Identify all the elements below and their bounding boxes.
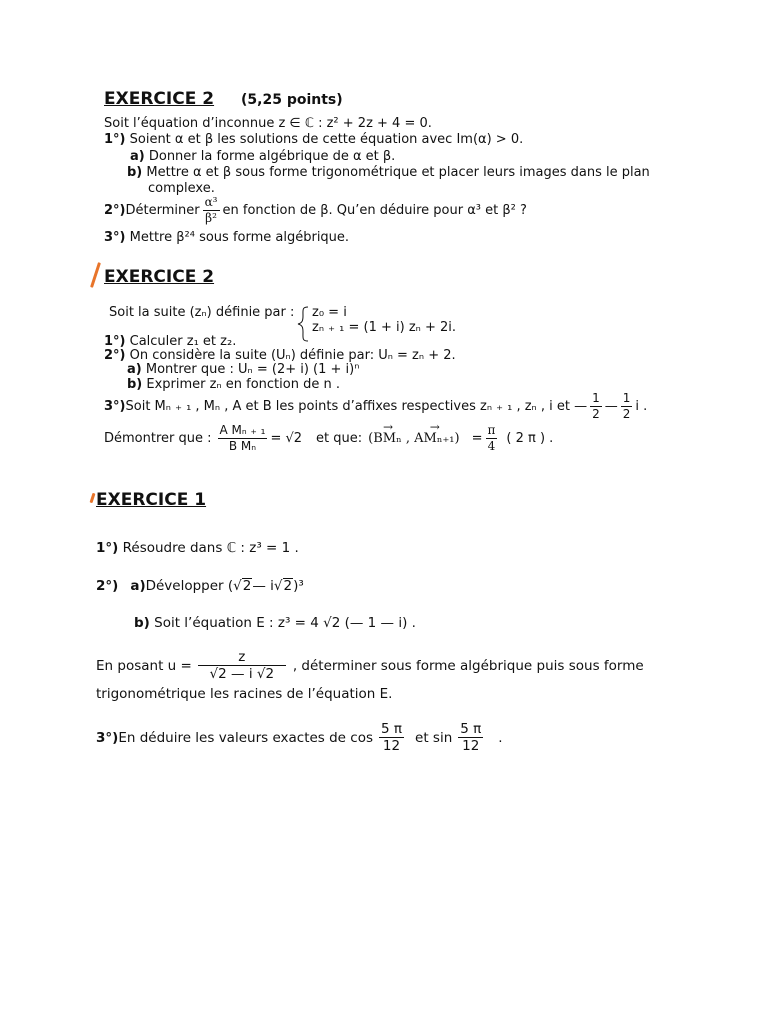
exercise-b-q3 — [104, 392, 647, 420]
exercise-b-q2 — [104, 348, 456, 363]
exercise-a-q1a — [130, 149, 395, 164]
brace-icon — [296, 306, 310, 342]
exercise-a-q1b-cont: complexe. — [148, 181, 215, 196]
fraction-denominator: 2 — [622, 406, 631, 421]
equals-sign: = — [471, 430, 483, 446]
and-que: et que: — [316, 430, 363, 446]
exercise-c-q1 — [96, 540, 299, 556]
q-text: Calculer z₁ et z₂. — [125, 334, 237, 349]
fraction-numerator: π — [487, 423, 496, 437]
angle-expression — [368, 431, 459, 446]
q-label: 3°) — [104, 230, 126, 245]
q-text: Donner la forme algébrique de α et β. — [144, 149, 396, 164]
fraction-denominator: 4 — [487, 438, 496, 453]
imaginary-unit: i . — [635, 398, 648, 414]
fraction-numerator: z — [198, 650, 286, 666]
system-line-1: z₀ = i — [312, 305, 347, 320]
sequence-intro: Soit la suite (zₙ) définie par : — [109, 305, 295, 320]
q-text: Déterminer — [125, 202, 200, 218]
fraction-one-half-2 — [621, 392, 633, 420]
fraction-pi-over-4 — [486, 424, 498, 452]
fraction-denominator: √2 — i √2 — [209, 666, 275, 683]
exercise-a-title: EXERCICE 2 — [104, 89, 215, 109]
q-text-mid: et sin — [415, 729, 453, 746]
exercise-a-statement: Soit l’équation d’inconnue z ∈ ℂ : z² + 2z + 4 = 0. — [104, 116, 432, 131]
fraction-5pi-12-cos — [379, 722, 404, 753]
fraction-denominator: 2 — [592, 406, 600, 421]
exercise-a-q1b — [127, 165, 650, 180]
q-text-end: en fonction de β. Qu’en déduire pour α³ et β² ? — [222, 202, 527, 218]
sub-label: En posant u = — [96, 657, 192, 674]
q-label: 2°) — [104, 202, 126, 218]
minus-sign: — — [604, 398, 618, 414]
q-text-end: )³ — [293, 578, 304, 594]
q-text-mid: — i — [252, 578, 274, 594]
vector-bm: → BMₙ — [373, 431, 402, 446]
orange-correction-mark — [90, 262, 101, 288]
fraction-denominator: 12 — [462, 738, 480, 755]
paren-open: ( — [368, 430, 374, 446]
exercise-b-title: EXERCICE 2 — [104, 267, 215, 287]
modulo: ( 2 π ) . — [506, 430, 554, 446]
exercise-a-q3 — [104, 230, 349, 245]
q-label: 1°) — [96, 540, 119, 556]
q-text: Soit Mₙ ₊ ₁ , Mₙ , A et B les points d’affixes respectives zₙ ₊ ₁ , zₙ , i et — — [125, 398, 588, 414]
exercise-c-q3 — [96, 722, 503, 753]
q-text-end: . — [498, 729, 503, 746]
sub-text: , déterminer sous forme algébrique puis sous forme — [292, 657, 644, 674]
exercise-c-q2b — [134, 615, 416, 631]
system-line-2: zₙ ₊ ₁ = (1 + i) zₙ + 2i. — [312, 320, 456, 335]
q-text: Montrer que : Uₙ = (2+ i) (1 + i)ⁿ — [141, 362, 360, 377]
q-label: 3°) — [96, 729, 119, 746]
sqrt-2: √ 2 — [233, 578, 252, 595]
paren-close: ) — [454, 430, 460, 446]
demo-label: Démontrer que : — [104, 430, 212, 446]
q-label: b) — [127, 165, 143, 180]
fraction-denominator: B Mₙ — [228, 438, 257, 453]
exercise-c-substitution — [96, 650, 644, 681]
fraction-numerator: 1 — [592, 391, 600, 405]
radicand: 2 — [242, 578, 252, 595]
q-text: Soient α et β les solutions de cette équation avec Im(α) > 0. — [125, 132, 524, 147]
q-text: Exprimer zₙ en fonction de n . — [142, 377, 340, 392]
q-text: On considère la suite (Uₙ) définie par: Uₙ = zₙ + 2. — [125, 348, 456, 363]
vector-sep: , — [401, 430, 415, 446]
exercise-a-points: (5,25 points) — [241, 92, 343, 108]
q-label: 3°) — [104, 398, 126, 414]
q-text: Soit l’équation E : z³ = 4 √2 (— 1 — i) . — [149, 615, 416, 631]
q-label: 2°) — [104, 348, 126, 363]
vector-am: → AMₙ₊₁ — [414, 431, 454, 446]
fraction-denominator: 12 — [382, 738, 401, 755]
fraction-numerator: A Mₙ ₊ ₁ — [219, 423, 266, 437]
q-text: Mettre β²⁴ sous forme algébrique. — [125, 230, 350, 245]
fraction-denominator: β² — [205, 210, 217, 225]
fraction-alpha-beta — [203, 196, 220, 224]
orange-correction-mark-small — [90, 493, 96, 503]
exercise-b-q1 — [104, 334, 236, 349]
exercise-c-title: EXERCICE 1 — [96, 490, 207, 510]
fraction-ratio — [218, 424, 268, 452]
exercise-c-substitution-line2: trigonométrique les racines de l’équation E. — [96, 686, 393, 702]
exercise-b-q2b — [127, 377, 340, 392]
fraction-numerator: α³ — [204, 195, 218, 209]
q-text: Mettre α et β sous forme trigonométrique et placer leurs images dans le plan — [142, 165, 650, 180]
q-label: a) — [130, 149, 145, 164]
q-text: Développer ( — [145, 578, 234, 594]
q-sublabel: a) — [130, 578, 146, 594]
exercise-a-q1 — [104, 132, 523, 147]
fraction-5pi-12-sin — [458, 722, 483, 753]
fraction-one-half — [590, 392, 602, 420]
q-label: a) — [127, 362, 142, 377]
fraction-numerator: 5 π — [460, 721, 482, 737]
q-text: En déduire les valeurs exactes de cos — [118, 729, 373, 746]
q-label: 1°) — [104, 334, 126, 349]
q-text: Résoudre dans ℂ : z³ = 1 . — [118, 540, 299, 556]
q-label: b) — [134, 615, 150, 631]
fraction-numerator: 1 — [622, 391, 631, 405]
radicand: 2 — [283, 578, 293, 595]
fraction-numerator: 5 π — [381, 721, 403, 737]
exercise-b-q2a — [127, 362, 359, 377]
exercise-b-demonstrate — [104, 424, 553, 452]
fraction-u — [198, 650, 286, 681]
q-label: 2°) — [96, 578, 119, 594]
exercise-a-q2 — [104, 196, 527, 224]
q-label: b) — [127, 377, 143, 392]
q-label: 1°) — [104, 132, 126, 147]
equals-sqrt2: = √2 — [270, 430, 303, 446]
exercise-c-q2a — [96, 578, 304, 594]
sqrt-2-b: √ 2 — [273, 578, 293, 595]
